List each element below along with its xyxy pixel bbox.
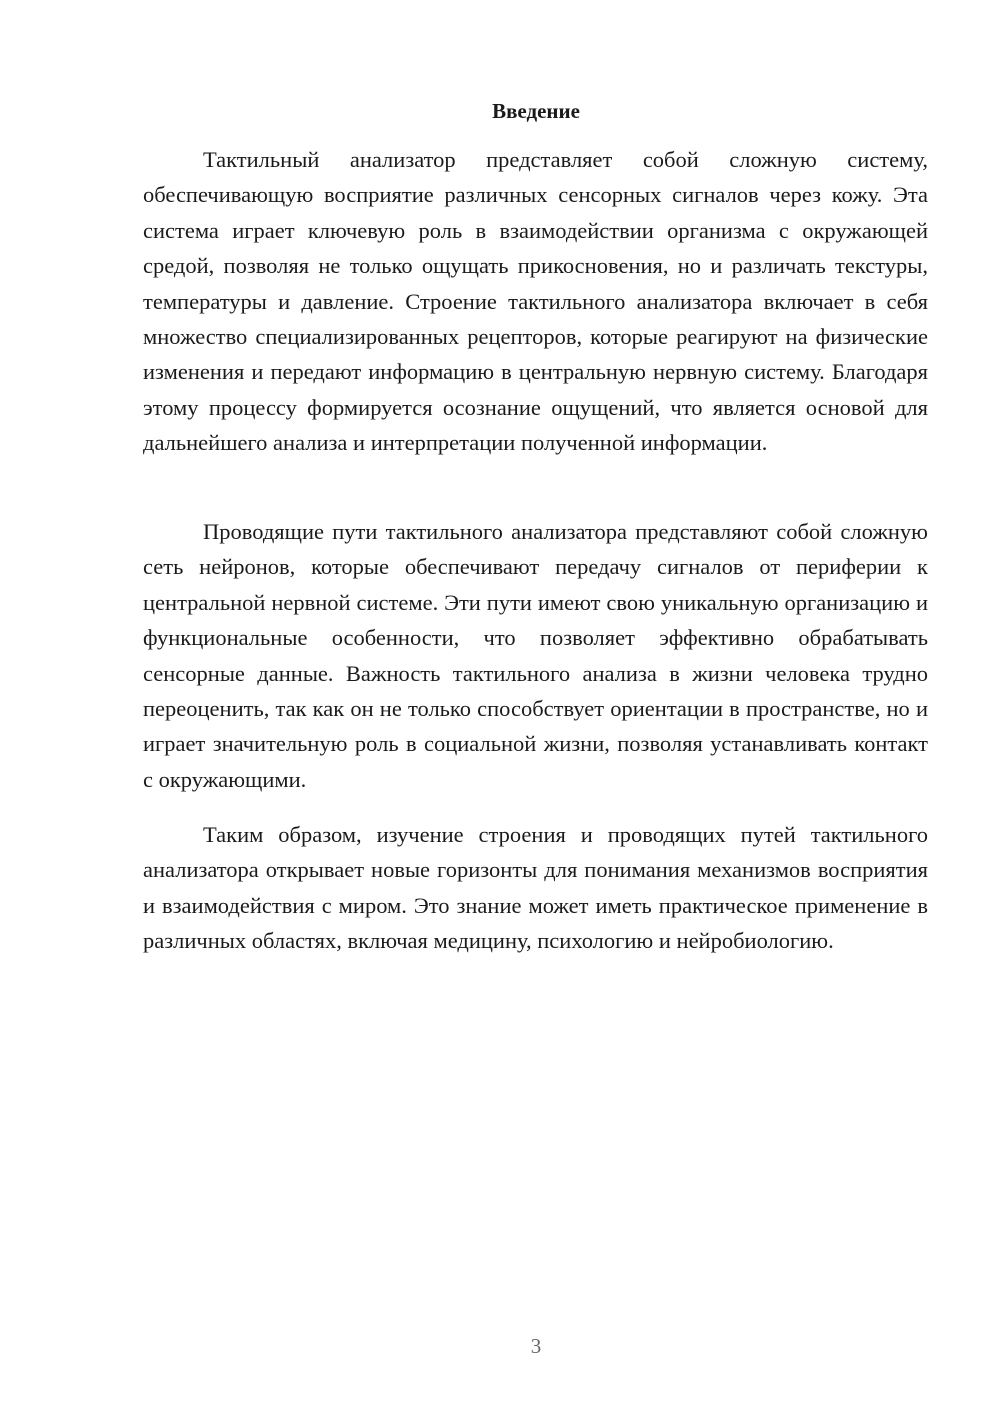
paragraph: Тактильный анализатор представляет собой сложную систему, обеспечивающую восприятие различных сенсорных сигналов через кожу. Эта система играет ключевую роль в взаимодействии организма с окружающей средой, позволяя не только ощущать прикосновения, но и различать текстуры, температуры и давление. Строение тактильного анализатора включает в себя множество специализированных рецепторов, которые реагируют на физические изменения и передают информацию в центральную нервную систему. Благодаря этому процессу формируется осознание ощущений, что является основой для дальнейшего анализа и интерпретации полученной информации. [143, 147, 928, 456]
paragraph-block [143, 142, 928, 461]
paragraph-block [143, 817, 928, 959]
section-heading: Введение [492, 99, 580, 123]
page-number: 3 [530, 1334, 542, 1358]
paragraph: Таким образом, изучение строения и проводящих путей тактильного анализатора открывает новые горизонты для понимания механизмов восприятия и взаимодействия с миром. Это знание может иметь практическое применение в различных областях, включая медицину, психологию и нейробиологию. [143, 822, 928, 954]
paragraph-block [143, 514, 928, 797]
paragraph: Проводящие пути тактильного анализатора представляют собой сложную сеть нейронов, которые обеспечивают передачу сигналов от периферии к центральной нервной системе. Эти пути имеют свою уникальную организацию и функциональные особенности, что позволяет эффективно обрабатывать сенсорные данные. Важность тактильного анализа в жизни человека трудно переоценить, так как он не только способствует ориентации в пространстве, но и играет значительную роль в социальной жизни, позволяя устанавливать контакт с окружающими. [143, 519, 928, 792]
